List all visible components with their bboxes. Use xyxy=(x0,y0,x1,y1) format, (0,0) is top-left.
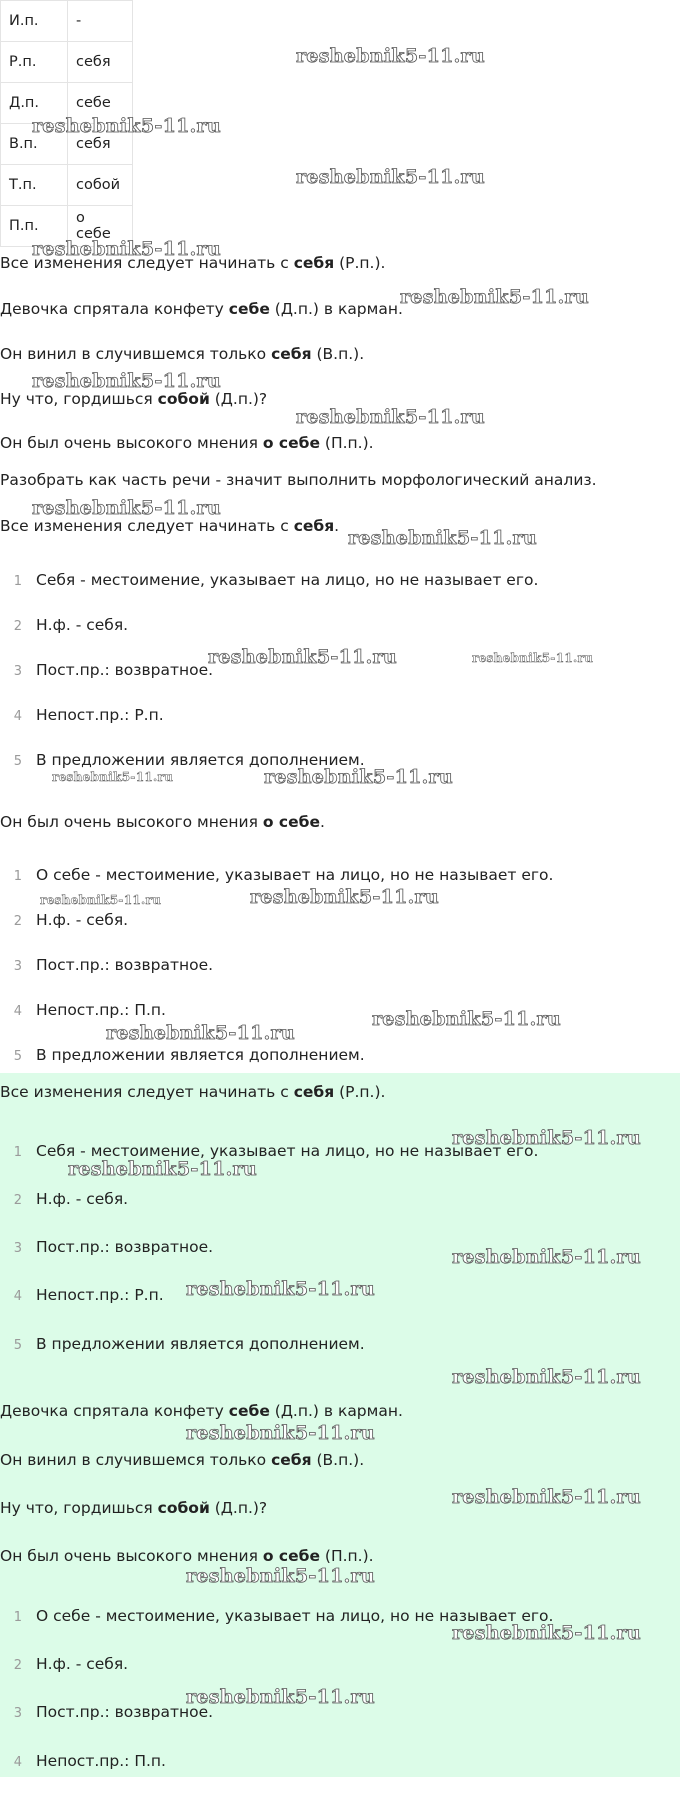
watermark: reshebnik5-11.ru xyxy=(32,115,221,137)
example-sentence: Он был очень высокого мнения о себе (П.п.). xyxy=(0,434,374,452)
case-cell: П.п. xyxy=(1,206,68,247)
list-item: 4 Непост.пр.: Р.п. xyxy=(13,706,164,724)
form-cell: собой xyxy=(68,165,133,206)
watermark: reshebnik5-11.ru xyxy=(296,406,485,428)
watermark: reshebnik5-11.ru xyxy=(186,1422,375,1444)
list-item: 1 О себе - местоимение, указывает на лицо, но не называет его. xyxy=(13,866,554,884)
case-cell: Т.п. xyxy=(1,165,68,206)
watermark: reshebnik5-11.ru xyxy=(106,1022,295,1044)
watermark: reshebnik5-11.ru xyxy=(52,770,174,784)
list-item: 5 В предложении является дополнением. xyxy=(13,751,365,769)
case-cell: Д.п. xyxy=(1,83,68,124)
example-sentence: Он был очень высокого мнения о себе (П.п.). xyxy=(0,1547,374,1565)
case-cell: И.п. xyxy=(1,1,68,42)
watermark: reshebnik5-11.ru xyxy=(68,1158,257,1180)
list-item: 2 Н.ф. - себя. xyxy=(13,1190,129,1208)
example-sentence: Он винил в случившемся только себя (В.п.). xyxy=(0,1451,365,1469)
analysis-heading: Он был очень высокого мнения о себе. xyxy=(0,813,325,831)
form-cell: себя xyxy=(68,42,133,83)
example-sentence: Девочка спрятала конфету себе (Д.п.) в карман. xyxy=(0,300,403,318)
watermark: reshebnik5-11.ru xyxy=(452,1622,641,1644)
watermark: reshebnik5-11.ru xyxy=(186,1278,375,1300)
watermark: reshebnik5-11.ru xyxy=(452,1366,641,1388)
list-item: 1 Себя - местоимение, указывает на лицо, но не называет его. xyxy=(13,571,539,589)
form-cell: - xyxy=(68,1,133,42)
case-cell: В.п. xyxy=(1,124,68,165)
watermark: reshebnik5-11.ru xyxy=(472,651,594,665)
list-item: 4 Непост.пр.: Р.п. xyxy=(13,1286,164,1304)
form-cell: себя xyxy=(68,124,133,165)
watermark: reshebnik5-11.ru xyxy=(372,1008,561,1030)
form-cell: себе xyxy=(68,83,133,124)
watermark: reshebnik5-11.ru xyxy=(250,886,439,908)
table-row xyxy=(1,1,133,42)
example-sentence: Все изменения следует начинать с себя (Р.п.). xyxy=(0,1083,386,1101)
watermark: reshebnik5-11.ru xyxy=(32,238,221,260)
watermark: reshebnik5-11.ru xyxy=(186,1686,375,1708)
watermark: reshebnik5-11.ru xyxy=(296,166,485,188)
list-item: 4 Непост.пр.: П.п. xyxy=(13,1752,166,1770)
list-item: 3 Пост.пр.: возвратное. xyxy=(13,1238,214,1256)
watermark: reshebnik5-11.ru xyxy=(40,893,162,907)
list-item: 2 Н.ф. - себя. xyxy=(13,911,129,929)
example-sentence: Все изменения следует начинать с себя (Р.п.). xyxy=(0,254,386,272)
list-item: 4 Непост.пр.: П.п. xyxy=(13,1001,166,1019)
table-row xyxy=(1,165,133,206)
list-item: 5 В предложении является дополнением. xyxy=(13,1335,365,1353)
watermark: reshebnik5-11.ru xyxy=(348,527,537,549)
list-item: 1 О себе - местоимение, указывает на лицо, но не называет его. xyxy=(13,1607,554,1625)
table-row xyxy=(1,42,133,83)
intro-text: Разобрать как часть речи - значит выполнить морфологический анализ. xyxy=(0,471,597,489)
watermark: reshebnik5-11.ru xyxy=(264,766,453,788)
watermark: reshebnik5-11.ru xyxy=(296,45,485,67)
watermark: reshebnik5-11.ru xyxy=(452,1127,641,1149)
watermark: reshebnik5-11.ru xyxy=(32,497,221,519)
list-item: 5 В предложении является дополнением. xyxy=(13,1046,365,1064)
list-item: 2 Н.ф. - себя. xyxy=(13,616,129,634)
list-item: 3 Пост.пр.: возвратное. xyxy=(13,1703,214,1721)
example-sentence: Он винил в случившемся только себя (В.п.). xyxy=(0,345,365,363)
list-item: 3 Пост.пр.: возвратное. xyxy=(13,956,214,974)
watermark: reshebnik5-11.ru xyxy=(32,370,221,392)
watermark: reshebnik5-11.ru xyxy=(400,286,589,308)
example-sentence: Девочка спрятала конфету себе (Д.п.) в карман. xyxy=(0,1402,403,1420)
list-item: 2 Н.ф. - себя. xyxy=(13,1655,129,1673)
watermark: reshebnik5-11.ru xyxy=(452,1246,641,1268)
form-cell: о себе xyxy=(68,206,133,247)
list-item: 1 Себя - местоимение, указывает на лицо, но не называет его. xyxy=(13,1142,539,1160)
case-cell: Р.п. xyxy=(1,42,68,83)
watermark: reshebnik5-11.ru xyxy=(186,1565,375,1587)
watermark: reshebnik5-11.ru xyxy=(452,1486,641,1508)
analysis-heading: Все изменения следует начинать с себя. xyxy=(0,517,340,535)
example-sentence: Ну что, гордишься собой (Д.п.)? xyxy=(0,1499,268,1517)
example-sentence: Ну что, гордишься собой (Д.п.)? xyxy=(0,390,268,408)
watermark: reshebnik5-11.ru xyxy=(208,646,397,668)
list-item: 3 Пост.пр.: возвратное. xyxy=(13,661,214,679)
